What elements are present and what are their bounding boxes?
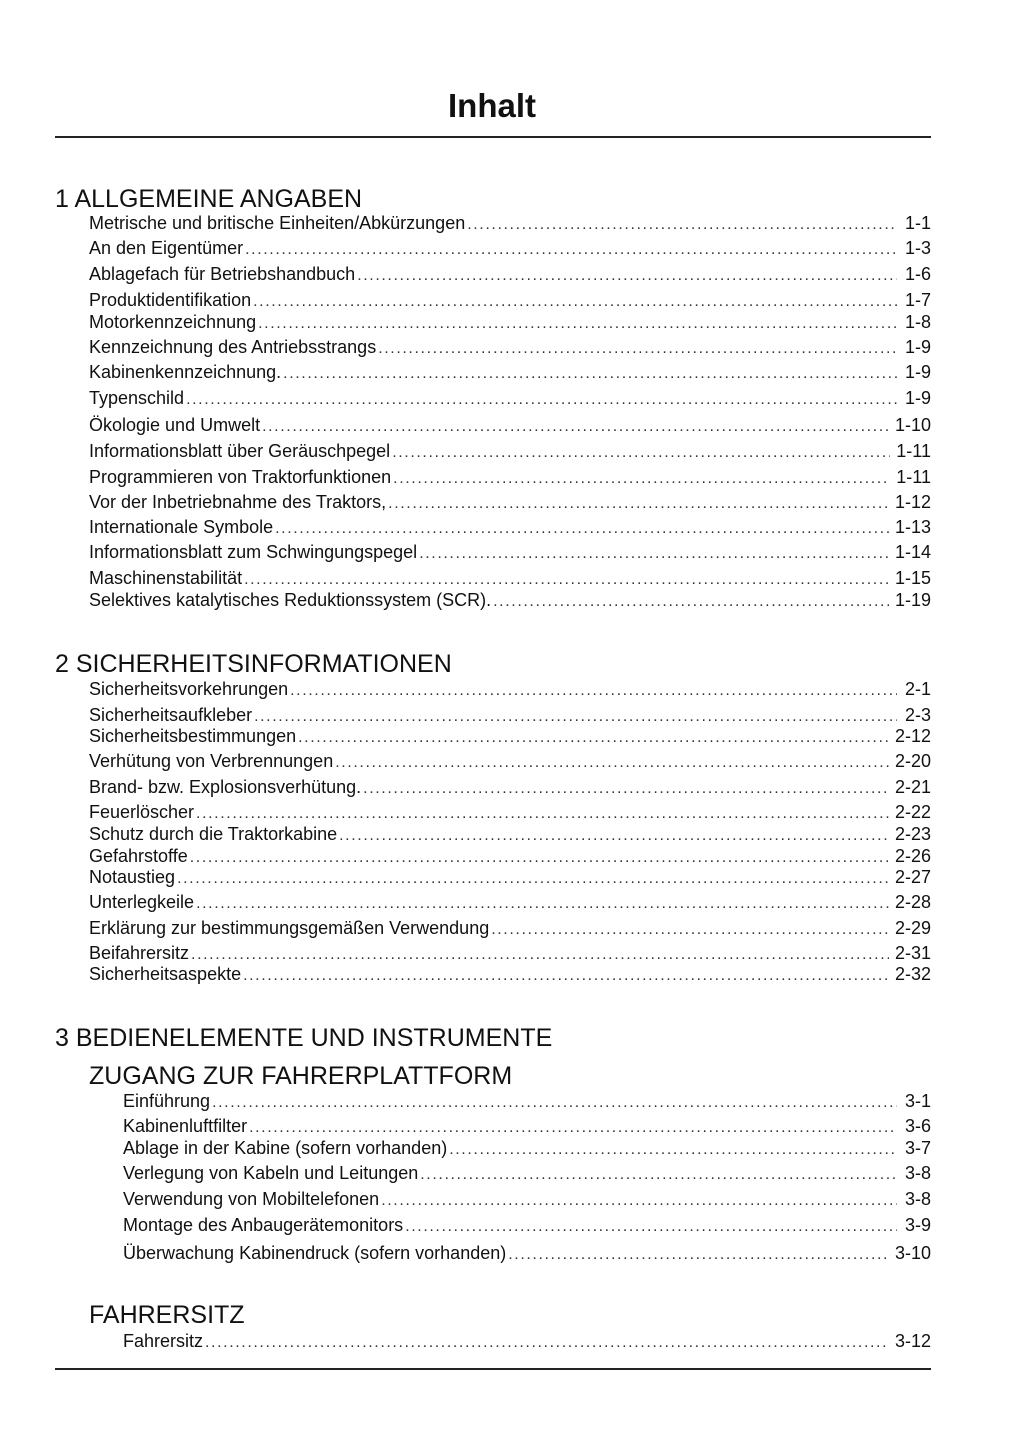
toc-entry-page: 1-8 [904, 312, 931, 332]
footer-divider [55, 1368, 931, 1370]
toc-entry-label: Typenschild [89, 388, 185, 408]
toc-entry-label: Unterlegkeile [89, 892, 195, 912]
toc-entry-page: 1-9 [904, 362, 931, 382]
dot-leader [262, 415, 889, 439]
toc-entry-label: Ablage in der Kabine (sofern vorhanden) [123, 1138, 448, 1158]
toc-entry-page: 2-23 [894, 824, 931, 844]
toc-entry-page: 2-26 [894, 846, 931, 866]
toc-entry[interactable] [89, 540, 931, 564]
toc-entry-label: Sicherheitsvorkehrungen [89, 679, 289, 699]
toc-entry[interactable] [89, 677, 931, 701]
toc-entry-label: Fahrersitz [123, 1331, 204, 1351]
toc-entry-label: Maschinenstabilität [89, 568, 243, 588]
toc-entry[interactable] [123, 1114, 931, 1138]
toc-entry-label: Sicherheitsbestimmungen [89, 726, 297, 746]
toc-entry-label: Einführung [123, 1091, 211, 1111]
toc-entry-page: 2-20 [894, 751, 931, 771]
dot-leader [196, 892, 889, 916]
toc-entry-label: Überwachung Kabinendruck (sofern vorhanden) [123, 1243, 507, 1263]
toc-entry[interactable] [89, 890, 931, 914]
toc-entry[interactable] [89, 310, 931, 334]
toc-entry-page: 3-7 [904, 1138, 931, 1158]
toc-entry-label: Ökologie und Umwelt [89, 415, 261, 435]
toc-entry[interactable] [89, 566, 931, 590]
toc-entry-page: 3-6 [904, 1116, 931, 1136]
dot-leader [405, 1215, 897, 1239]
toc-entry-label: Schutz durch die Traktorkabine [89, 824, 338, 844]
toc-entry-page: 2-29 [894, 918, 931, 938]
toc-entry-label: Internationale Symbole [89, 517, 274, 537]
toc-entry-label: Kabinenluftfilter [123, 1116, 248, 1136]
toc-entry-page: 2-32 [894, 964, 931, 984]
toc-entry[interactable] [123, 1136, 931, 1160]
dot-leader [212, 1091, 897, 1115]
toc-entry-label: Verhütung von Verbrennungen [89, 751, 334, 771]
toc-entry-page: 1-9 [904, 337, 931, 357]
toc-entry[interactable] [89, 962, 931, 986]
toc-entry[interactable] [123, 1187, 931, 1211]
toc-entry[interactable] [89, 515, 931, 539]
toc-entry-label: An den Eigentümer [89, 238, 244, 258]
toc-entry-page: 1-15 [894, 568, 931, 588]
toc-entry-page: 1-1 [904, 213, 931, 233]
toc-entry-label: Sicherheitsaufkleber [89, 705, 253, 725]
dot-leader [186, 388, 897, 412]
toc-entry[interactable] [89, 262, 931, 286]
section-heading: FAHRERSITZ [89, 1301, 245, 1329]
toc-entry-label: Produktidentifikation [89, 290, 252, 310]
toc-entry-page: 1-9 [904, 388, 931, 408]
page-title: Inhalt [448, 87, 536, 124]
toc-entry-label: Gefahrstoffe [89, 846, 188, 866]
chapter-heading: 3 BEDIENELEMENTE UND INSTRUMENTE [55, 1024, 553, 1052]
toc-entry-label: Brand- bzw. Explosionsverhütung. [89, 777, 362, 797]
toc-entry-label: Kennzeichnung des Antriebsstrangs [89, 337, 377, 357]
dot-leader [378, 337, 897, 361]
toc-entry-label: Kabinenkennzeichnung. [89, 362, 282, 382]
toc-entry-page: 1-13 [894, 517, 931, 537]
chapter-heading: 1 ALLGEMEINE ANGABEN [55, 185, 363, 213]
toc-entry-page: 2-22 [894, 802, 931, 822]
toc-entry[interactable] [123, 1241, 931, 1265]
dot-leader [420, 1163, 897, 1187]
dot-leader [491, 918, 889, 942]
toc-entry[interactable] [89, 588, 931, 612]
toc-entry[interactable] [89, 386, 931, 410]
toc-entry-page: 3-12 [894, 1331, 931, 1351]
toc-entry-page: 2-21 [894, 777, 931, 797]
toc-entry[interactable] [123, 1329, 931, 1353]
toc-entry-label: Programmieren von Traktorfunktionen [89, 467, 392, 487]
toc-entry-label: Ablagefach für Betriebshandbuch [89, 264, 356, 284]
dot-leader [283, 362, 897, 386]
toc-entry-page: 1-14 [894, 542, 931, 562]
toc-entry-page: 1-11 [896, 441, 931, 461]
toc-entry-page: 1-7 [904, 290, 931, 310]
toc-entry[interactable] [89, 822, 931, 846]
toc-entry[interactable] [89, 413, 931, 437]
dot-leader [298, 726, 889, 750]
dot-leader [205, 1331, 889, 1355]
toc-entry-page: 3-8 [904, 1163, 931, 1183]
toc-entry-label: Montage des Anbaugerätemonitors [123, 1215, 404, 1235]
dot-leader [357, 264, 897, 288]
toc-entry-page: 2-1 [904, 679, 931, 699]
toc-entry[interactable] [89, 724, 931, 748]
dot-leader [177, 867, 889, 891]
toc-entry-label: Informationsblatt über Geräuschpegel [89, 441, 391, 461]
toc-entry-page: 2-31 [894, 943, 931, 963]
toc-entry[interactable] [89, 775, 931, 799]
toc-entry-page: 2-28 [894, 892, 931, 912]
dot-leader [392, 441, 890, 465]
toc-entry[interactable] [89, 465, 931, 489]
toc-entry[interactable] [123, 1161, 931, 1185]
toc-entry[interactable] [89, 800, 931, 824]
dot-leader [258, 312, 897, 336]
toc-entry[interactable] [89, 335, 931, 359]
toc-entry-label: Selektives katalytisches Reduktionssystem (SCR). [89, 590, 492, 610]
dot-leader [245, 238, 897, 262]
toc-entry[interactable] [89, 211, 931, 235]
toc-entry-page: 1-10 [894, 415, 931, 435]
dot-leader [363, 777, 889, 801]
dot-leader [388, 492, 889, 516]
toc-entry-label: Informationsblatt zum Schwingungspegel [89, 542, 418, 562]
toc-entry[interactable] [123, 1213, 931, 1237]
toc-entry[interactable] [89, 916, 931, 940]
toc-entry-label: Erklärung zur bestimmungsgemäßen Verwendung [89, 918, 490, 938]
toc-entry[interactable] [89, 865, 931, 889]
toc-entry-label: Verlegung von Kabeln und Leitungen [123, 1163, 419, 1183]
toc-entry-label: Notaustieg [89, 867, 176, 887]
toc-entry-label: Vor der Inbetriebnahme des Traktors, [89, 492, 387, 512]
header-divider [55, 136, 931, 138]
toc-entry[interactable] [89, 360, 931, 384]
toc-entry[interactable] [89, 288, 931, 312]
toc-entry-page: 3-1 [904, 1091, 931, 1111]
dot-leader [467, 213, 897, 237]
toc-entry-page: 3-10 [894, 1243, 931, 1263]
toc-entry[interactable] [89, 490, 931, 514]
toc-entry-page: 2-12 [894, 726, 931, 746]
toc-entry[interactable] [89, 749, 931, 773]
section-heading: ZUGANG ZUR FAHRERPLATTFORM [89, 1062, 513, 1090]
dot-leader [275, 517, 889, 541]
toc-entry-label: Motorkennzeichnung [89, 312, 257, 332]
dot-leader [508, 1243, 889, 1267]
toc-entry-label: Verwendung von Mobiltelefonen [123, 1189, 380, 1209]
toc-entry-page: 1-12 [894, 492, 931, 512]
dot-leader [290, 679, 897, 703]
toc-entry-page: 3-8 [904, 1189, 931, 1209]
dot-leader [419, 542, 889, 566]
toc-entry-label: Metrische und britische Einheiten/Abkürzungen [89, 213, 466, 233]
toc-entry-page: 2-27 [894, 867, 931, 887]
toc-entry-page: 1-3 [904, 238, 931, 258]
dot-leader [449, 1138, 897, 1162]
toc-entry-page: 3-9 [904, 1215, 931, 1235]
toc-entry-label: Sicherheitsaspekte [89, 964, 242, 984]
toc-entry[interactable] [89, 236, 931, 260]
dot-leader [381, 1189, 897, 1213]
toc-entry[interactable] [123, 1089, 931, 1113]
dot-leader [335, 751, 889, 775]
toc-entry-page: 1-19 [894, 590, 931, 610]
toc-entry-page: 2-3 [904, 705, 931, 725]
toc-entry-page: 1-11 [896, 467, 931, 487]
dot-leader [493, 590, 889, 614]
toc-entry-label: Beifahrersitz [89, 943, 190, 963]
toc-entry-label: Feuerlöscher [89, 802, 195, 822]
dot-leader [243, 964, 889, 988]
chapter-heading: 2 SICHERHEITSINFORMATIONEN [55, 650, 452, 678]
dot-leader [393, 467, 890, 491]
toc-entry[interactable] [89, 439, 931, 463]
toc-entry-page: 1-6 [904, 264, 931, 284]
